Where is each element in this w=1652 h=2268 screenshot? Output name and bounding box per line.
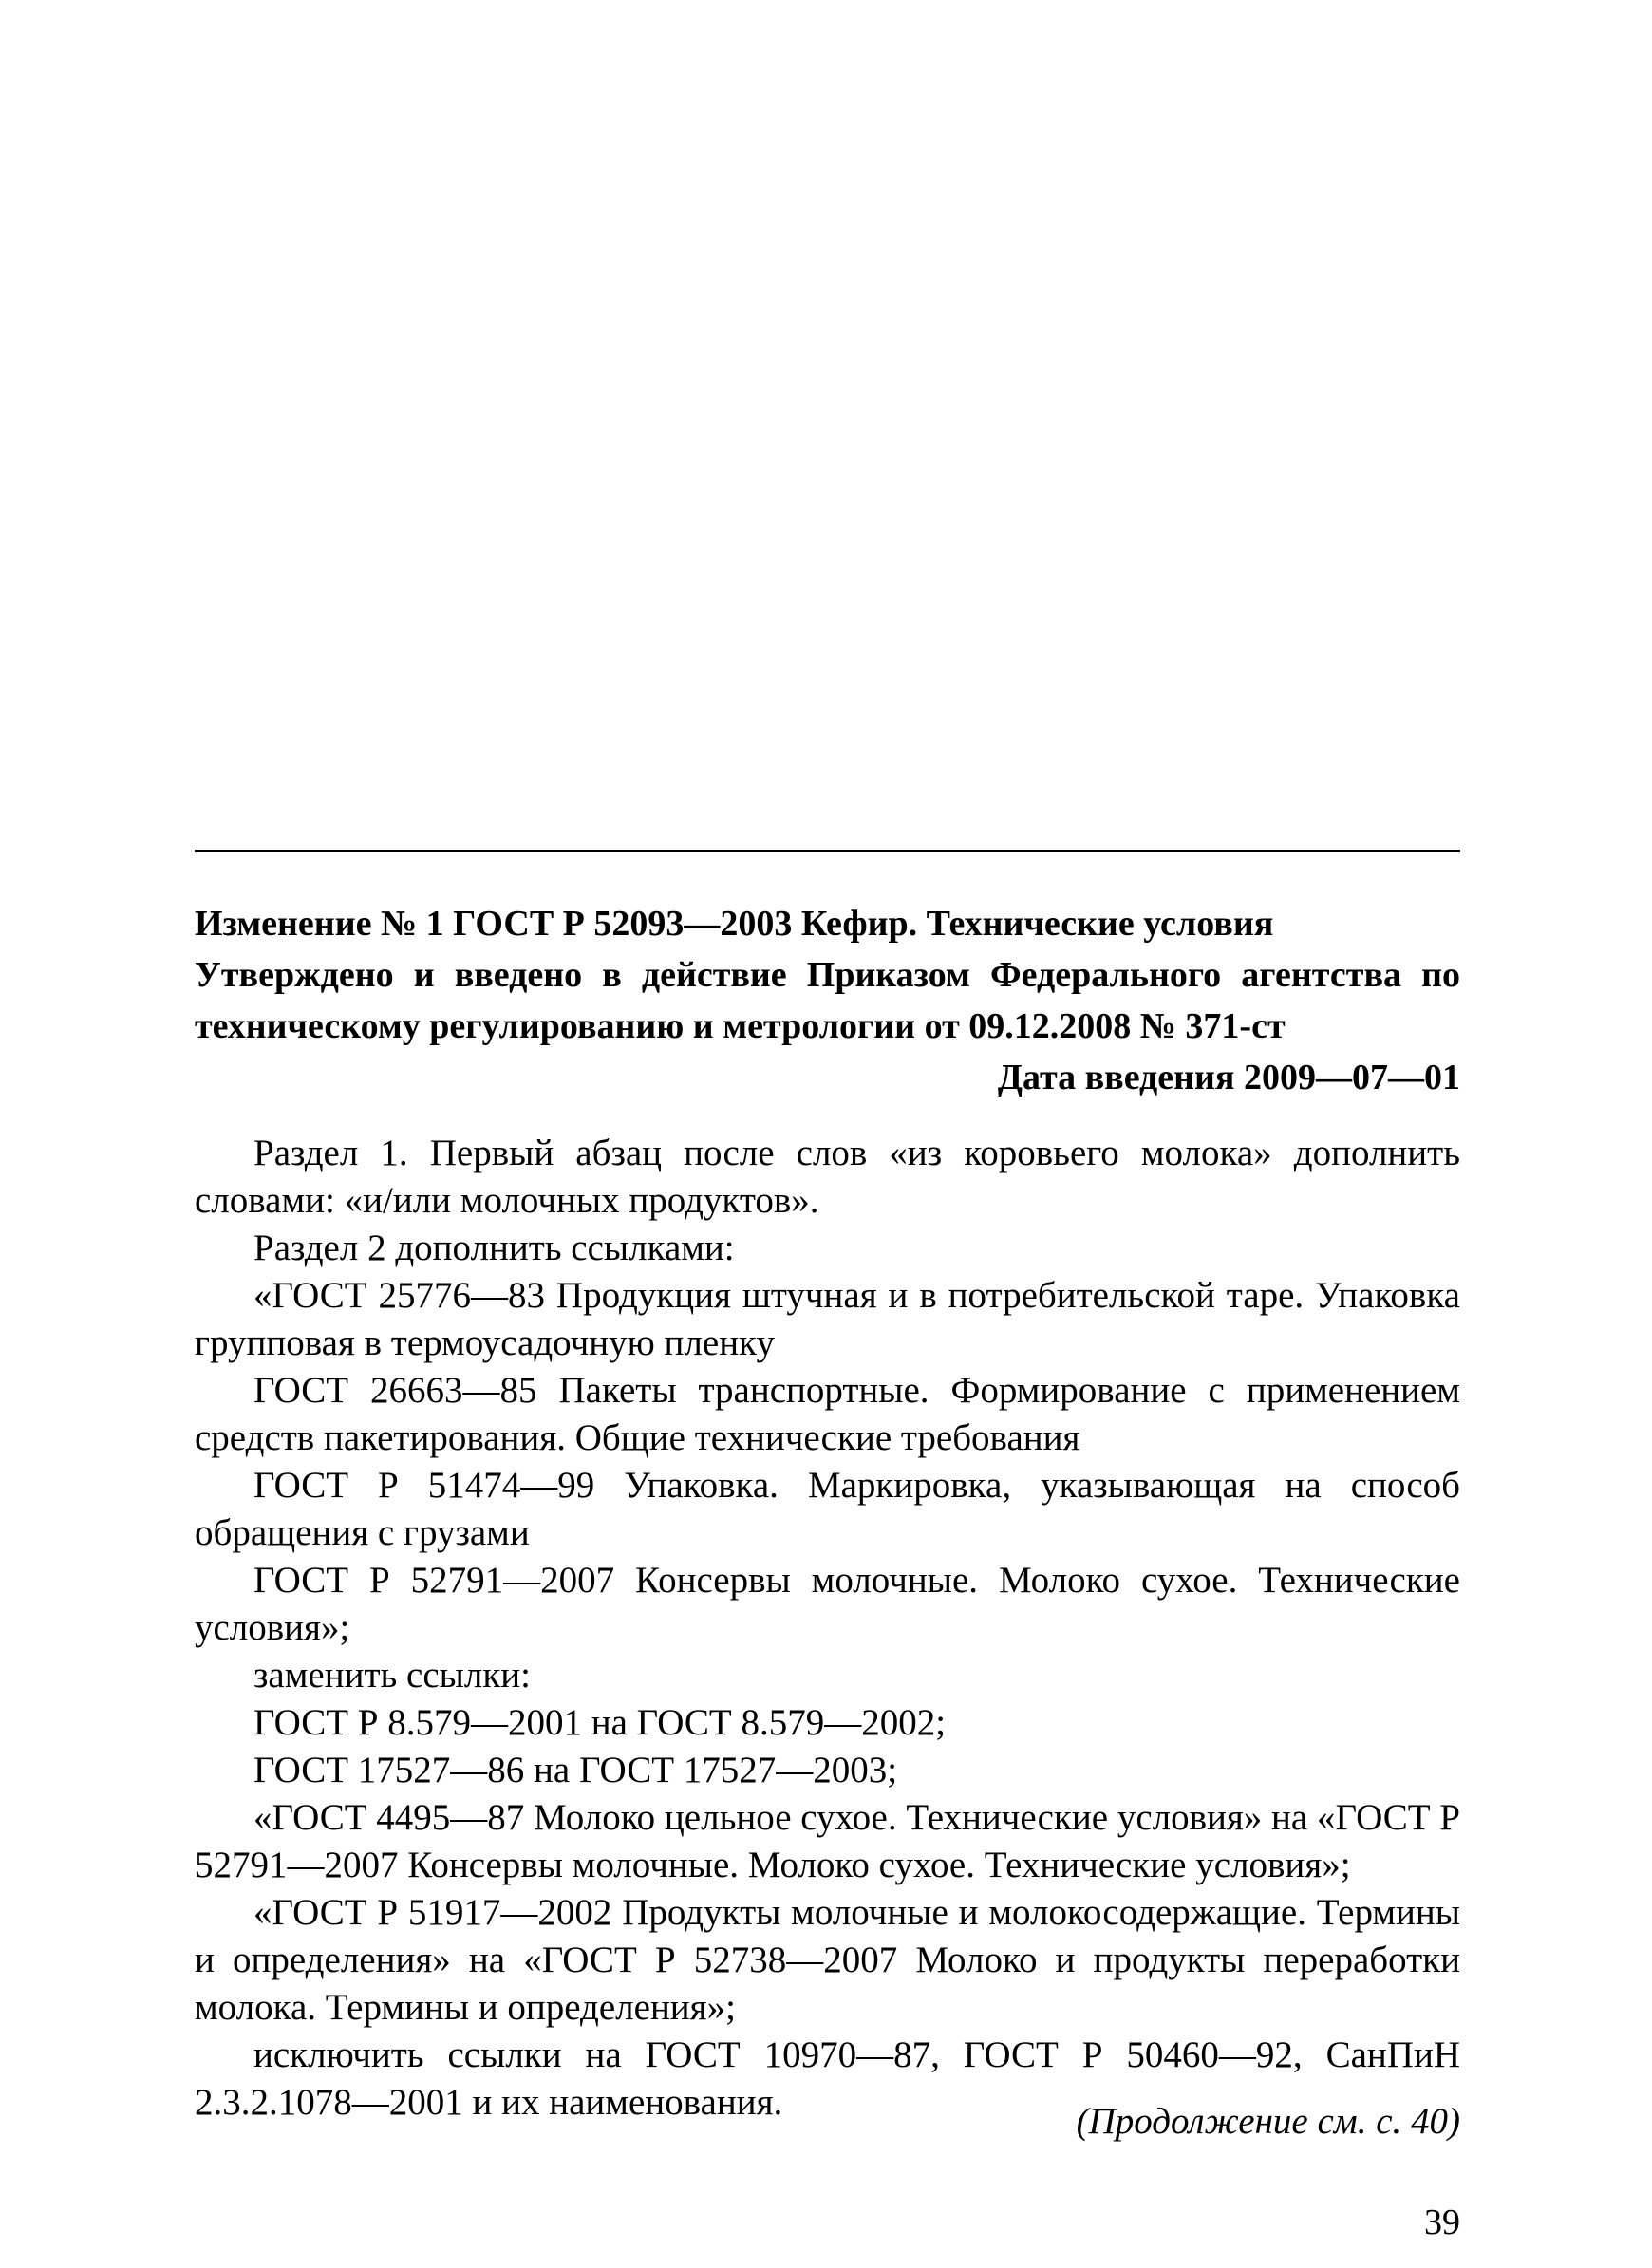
approval-statement: Утверждено и введено в действие Приказом Федерального агентства по техническому регулированию и метрологии от 09.12.2008 № 371-ст [195, 955, 1460, 1046]
paragraph: ГОСТ 26663—85 Пакеты транспортные. Формирование с применением средств пакетирования. Общие технические требования [195, 1370, 1460, 1458]
amendment-body [195, 1130, 1460, 2127]
paragraph: Раздел 2 дополнить ссылками: [253, 1228, 735, 1268]
header-divider [195, 850, 1460, 852]
paragraph: «ГОСТ 25776—83 Продукция штучная и в потребительской таре. Упаковка групповая в термоусадочную пленку [195, 1275, 1460, 1363]
paragraph: ГОСТ 17527—86 на ГОСТ 17527—2003; [253, 1750, 898, 1790]
page-number: 39 [1424, 2202, 1460, 2242]
paragraph: ГОСТ Р 52791—2007 Консервы молочные. Молоко сухое. Технические условия»; [195, 1560, 1460, 1648]
paragraph: ГОСТ Р 51474—99 Упаковка. Маркировка, указывающая на способ обращения с грузами [195, 1465, 1460, 1553]
paragraph: заменить ссылки: [253, 1655, 531, 1696]
paragraph: ГОСТ Р 8.579—2001 на ГОСТ 8.579—2002; [253, 1702, 947, 1743]
paragraph: исключить ссылки на ГОСТ 10970—87, ГОСТ Р 50460—92, СанПиН 2.3.2.1078—2001 и их наименования. [195, 2034, 1460, 2123]
paragraph: Раздел 1. Первый абзац после слов «из коровьего молока» дополнить словами: «и/или молочных продуктов». [195, 1133, 1460, 1221]
amendment-title: Изменение № 1 ГОСТ Р 52093—2003 Кефир. Технические условия [195, 904, 1274, 944]
paragraph: «ГОСТ Р 51917—2002 Продукты молочные и молокосодержащие. Термины и определения» на «ГОСТ Р 52738—2007 Молоко и продукты переработки молока. Термины и определения»; [195, 1892, 1460, 2028]
continuation-note: (Продолжение см. с. 40) [1076, 2101, 1460, 2142]
effective-date: Дата введения 2009—07—01 [997, 1058, 1460, 1097]
paragraph: «ГОСТ 4495—87 Молоко цельное сухое. Технические условия» на «ГОСТ Р 52791—2007 Консервы молочные. Молоко сухое. Технические условия»; [195, 1797, 1460, 1885]
